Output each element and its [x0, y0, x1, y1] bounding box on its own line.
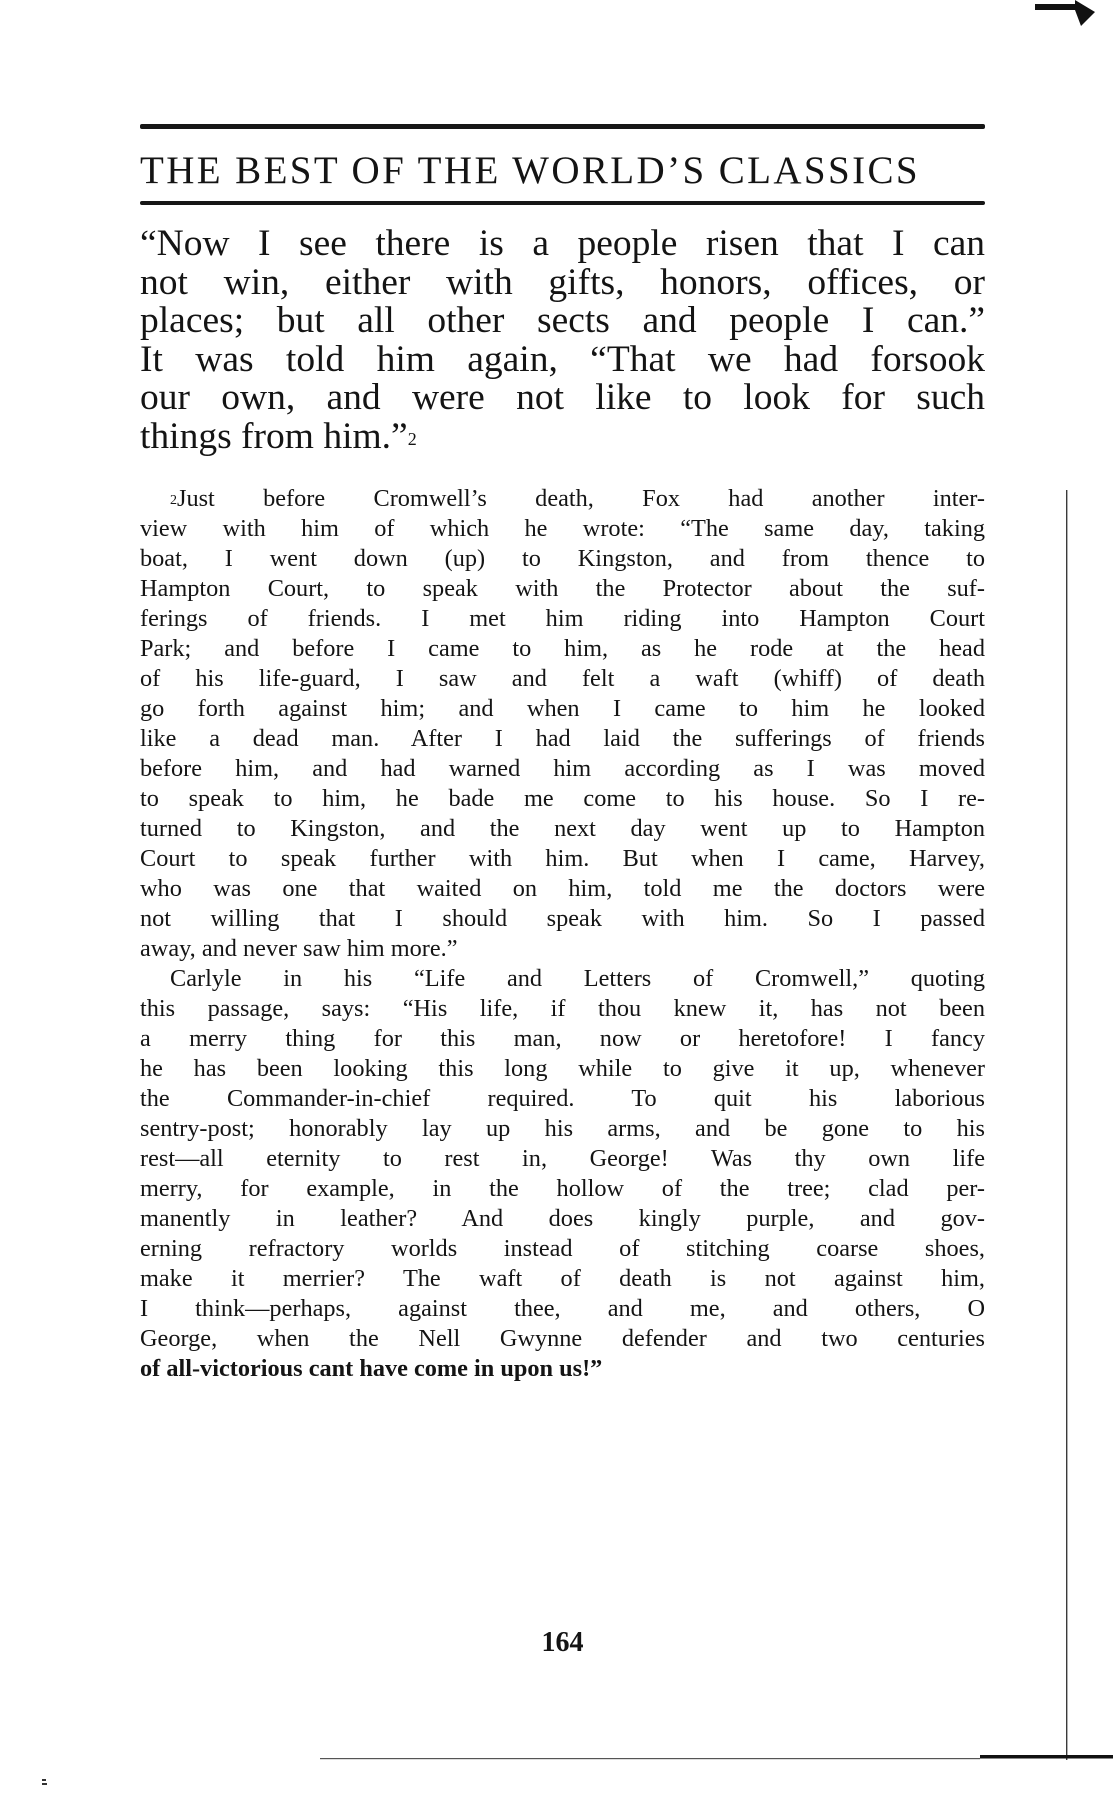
footnote-line: I think—perhaps, against thee, and me, and others, O — [140, 1295, 985, 1322]
book-page — [140, 124, 985, 1658]
footnote-line: merry, for example, in the hollow of the tree; clad per- — [140, 1175, 985, 1202]
main-text-line: places; but all other sects and people I can.” — [140, 300, 985, 341]
footnote-marker: 2 — [170, 493, 177, 508]
main-text-line: “Now I see there is a people risen that I can — [140, 223, 985, 264]
footnote-line: of all-victorious cant have come in upon us!” — [140, 1355, 603, 1382]
footnote-line: view with him of which he wrote: “The same day, taking — [140, 515, 985, 542]
footnote-line: the Commander-in-chief required. To quit his laborious — [140, 1085, 985, 1112]
footnote-reference: 2 — [407, 428, 417, 449]
header-rule-bottom — [140, 201, 985, 205]
ink-speck — [40, 1776, 50, 1786]
footnote-line: turned to Kingston, and the next day went up to Hampton — [140, 815, 985, 842]
footnote-line: like a dead man. After I had laid the sufferings of friends — [140, 725, 985, 752]
footnote-line: sentry-post; honorably lay up his arms, and be gone to his — [140, 1115, 985, 1142]
header-rule-top — [140, 124, 985, 129]
footnote-line: Court to speak further with him. But when I came, Harvey, — [140, 845, 985, 872]
footnote-line: to speak to him, he bade me come to his house. So I re- — [140, 785, 985, 812]
footnote-line: Carlyle in his “Life and Letters of Cromwell,” quoting — [170, 965, 985, 992]
corner-ink-mark — [1035, 0, 1095, 26]
page-edge-bottom — [320, 1754, 1113, 1760]
footnote-line: before him, and had warned him according as I was moved — [140, 755, 985, 782]
footnote-line: manently in leather? And does kingly purple, and gov- — [140, 1205, 985, 1232]
footnote-line: a merry thing for this man, now or heretofore! I fancy — [140, 1025, 985, 1052]
main-text-line-last — [140, 415, 985, 457]
page-edge-right — [1066, 490, 1069, 1760]
footnote-line: make it merrier? The waft of death is not against him, — [140, 1265, 985, 1292]
main-text-block — [140, 225, 985, 456]
footnote-line: boat, I went down (up) to Kingston, and from thence to — [140, 545, 985, 572]
footnote-line: Hampton Court, to speak with the Protector about the suf- — [140, 575, 985, 602]
footnote-line: of his life-guard, I saw and felt a waft (whiff) of death — [140, 665, 985, 692]
footnote-line: rest—all eternity to rest in, George! Was thy own life — [140, 1145, 985, 1172]
footnote-line: who was one that waited on him, told me the doctors were — [140, 875, 985, 902]
main-text-line: our own, and were not like to look for such — [140, 377, 985, 418]
main-text-line: It was told him again, “That we had forsook — [140, 338, 985, 380]
footnote-line: not willing that I should speak with him. So I passed — [140, 905, 985, 932]
running-title: THE BEST OF THE WORLD’S CLASSICS — [140, 149, 920, 192]
footnote-line: Park; and before I came to him, as he rode at the head — [140, 635, 985, 662]
footnote-line-text: Just before Cromwell’s death, Fox had another inter- — [177, 485, 985, 512]
footnote-line: George, when the Nell Gwynne defender and two centuries — [140, 1325, 985, 1352]
footnote-line: this passage, says: “His life, if thou knew it, has not been — [140, 995, 985, 1022]
footnote-line — [140, 484, 985, 514]
footnote-line: ferings of friends. I met him riding into Hampton Court — [140, 605, 985, 632]
footnote-line: away, and never saw him more.” — [140, 935, 458, 962]
footnote-block — [140, 484, 985, 1384]
page-number: 164 — [541, 1627, 584, 1658]
main-text-line: things from him.” — [140, 415, 408, 457]
footnote-line: he has been looking this long while to give it up, whenever — [140, 1055, 985, 1082]
footnote-line: erning refractory worlds instead of stitching coarse shoes, — [140, 1235, 985, 1262]
footnote-line: go forth against him; and when I came to him he looked — [140, 695, 985, 722]
main-text-line: not win, either with gifts, honors, offices, or — [140, 261, 985, 303]
